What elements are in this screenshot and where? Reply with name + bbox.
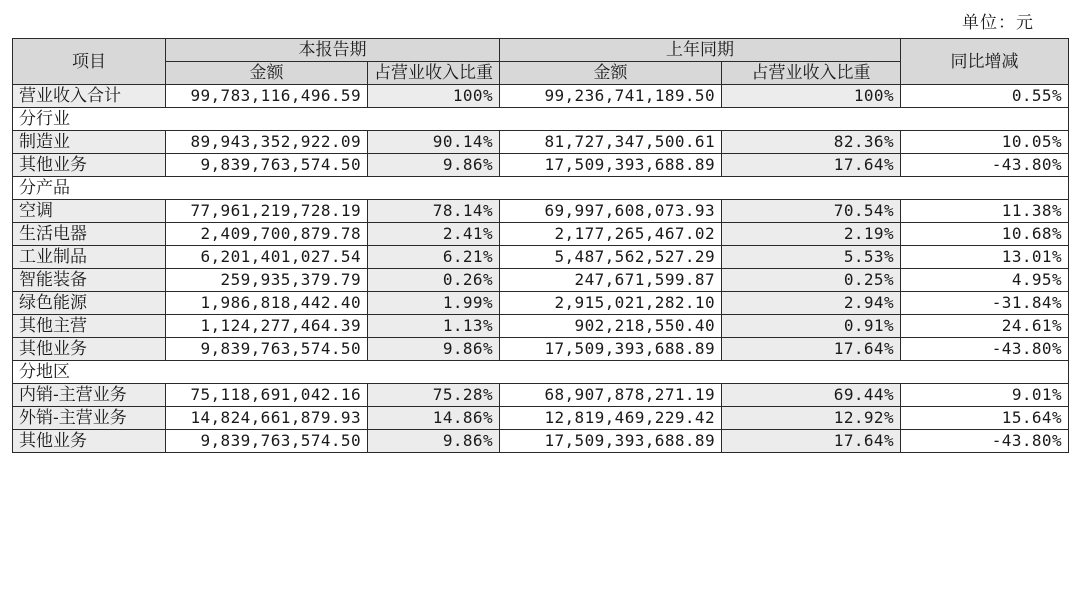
current-share-cell: 9.86% [368, 430, 500, 453]
table-row [13, 131, 1069, 154]
prior-share-cell: 0.91% [722, 315, 901, 338]
current-share-cell: 75.28% [368, 384, 500, 407]
header-current-amount: 金额 [166, 62, 368, 85]
prior-amount-cell: 17,509,393,688.89 [500, 154, 722, 177]
current-amount-cell: 6,201,401,027.54 [166, 246, 368, 269]
yoy-cell: 4.95% [901, 269, 1069, 292]
header-item: 项目 [13, 39, 166, 85]
table-row [13, 154, 1069, 177]
current-share-cell: 9.86% [368, 154, 500, 177]
unit-label: 单位：元 [962, 13, 1034, 33]
current-amount-cell: 9,839,763,574.50 [166, 338, 368, 361]
row-label: 生活电器 [13, 223, 166, 246]
prior-amount-cell: 5,487,562,527.29 [500, 246, 722, 269]
prior-amount-cell: 81,727,347,500.61 [500, 131, 722, 154]
current-amount-cell: 14,824,661,879.93 [166, 407, 368, 430]
yoy-cell: 13.01% [901, 246, 1069, 269]
row-label: 绿色能源 [13, 292, 166, 315]
yoy-cell: -31.84% [901, 292, 1069, 315]
row-label: 空调 [13, 200, 166, 223]
prior-amount-cell: 17,509,393,688.89 [500, 338, 722, 361]
prior-share-cell: 0.25% [722, 269, 901, 292]
table-row [13, 315, 1069, 338]
prior-amount-cell: 2,177,265,467.02 [500, 223, 722, 246]
prior-share-cell: 82.36% [722, 131, 901, 154]
header-prior-share: 占营业收入比重 [722, 62, 901, 85]
table-row [13, 246, 1069, 269]
table-row [13, 430, 1069, 453]
table-row [13, 384, 1069, 407]
prior-amount-cell: 902,218,550.40 [500, 315, 722, 338]
current-share-cell: 9.86% [368, 338, 500, 361]
section-title: 分地区 [13, 361, 1069, 384]
section-row [13, 361, 1069, 384]
current-amount-cell: 75,118,691,042.16 [166, 384, 368, 407]
prior-amount-cell: 247,671,599.87 [500, 269, 722, 292]
current-share-cell: 1.99% [368, 292, 500, 315]
current-amount-cell: 77,961,219,728.19 [166, 200, 368, 223]
row-label: 营业收入合计 [13, 85, 166, 108]
prior-share-cell: 70.54% [722, 200, 901, 223]
current-amount-cell: 9,839,763,574.50 [166, 430, 368, 453]
row-label: 其他主营 [13, 315, 166, 338]
table-header [13, 39, 1069, 85]
table-row [13, 269, 1069, 292]
current-amount-cell: 99,783,116,496.59 [166, 85, 368, 108]
yoy-cell: 24.61% [901, 315, 1069, 338]
row-label: 外销-主营业务 [13, 407, 166, 430]
row-label: 制造业 [13, 131, 166, 154]
table-row [13, 338, 1069, 361]
section-row [13, 177, 1069, 200]
current-share-cell: 90.14% [368, 131, 500, 154]
prior-share-cell: 100% [722, 85, 901, 108]
current-amount-cell: 259,935,379.79 [166, 269, 368, 292]
table-row [13, 292, 1069, 315]
prior-amount-cell: 2,915,021,282.10 [500, 292, 722, 315]
current-amount-cell: 2,409,700,879.78 [166, 223, 368, 246]
header-current-share: 占营业收入比重 [368, 62, 500, 85]
yoy-cell: 10.68% [901, 223, 1069, 246]
yoy-cell: 9.01% [901, 384, 1069, 407]
header-prior-amount: 金额 [500, 62, 722, 85]
yoy-cell: 10.05% [901, 131, 1069, 154]
revenue-table [12, 38, 1069, 453]
yoy-cell: -43.80% [901, 430, 1069, 453]
prior-share-cell: 17.64% [722, 154, 901, 177]
prior-amount-cell: 12,819,469,229.42 [500, 407, 722, 430]
prior-share-cell: 17.64% [722, 338, 901, 361]
table-row-total [13, 85, 1069, 108]
yoy-cell: 15.64% [901, 407, 1069, 430]
row-label: 工业制品 [13, 246, 166, 269]
row-label: 其他业务 [13, 154, 166, 177]
current-amount-cell: 9,839,763,574.50 [166, 154, 368, 177]
prior-amount-cell: 68,907,878,271.19 [500, 384, 722, 407]
prior-share-cell: 2.19% [722, 223, 901, 246]
prior-amount-cell: 17,509,393,688.89 [500, 430, 722, 453]
current-share-cell: 14.86% [368, 407, 500, 430]
yoy-cell: 0.55% [901, 85, 1069, 108]
yoy-cell: -43.80% [901, 154, 1069, 177]
prior-amount-cell: 99,236,741,189.50 [500, 85, 722, 108]
section-title: 分行业 [13, 108, 1069, 131]
section-row [13, 108, 1069, 131]
row-label: 内销-主营业务 [13, 384, 166, 407]
current-share-cell: 78.14% [368, 200, 500, 223]
header-prior-period: 上年同期 [500, 39, 901, 62]
table-body [13, 85, 1069, 453]
current-share-cell: 100% [368, 85, 500, 108]
yoy-cell: 11.38% [901, 200, 1069, 223]
header-current-period: 本报告期 [166, 39, 500, 62]
prior-amount-cell: 69,997,608,073.93 [500, 200, 722, 223]
row-label: 其他业务 [13, 338, 166, 361]
table-row [13, 223, 1069, 246]
prior-share-cell: 17.64% [722, 430, 901, 453]
current-amount-cell: 89,943,352,922.09 [166, 131, 368, 154]
section-title: 分产品 [13, 177, 1069, 200]
row-label: 智能装备 [13, 269, 166, 292]
prior-share-cell: 69.44% [722, 384, 901, 407]
current-share-cell: 2.41% [368, 223, 500, 246]
table-row [13, 407, 1069, 430]
current-amount-cell: 1,986,818,442.40 [166, 292, 368, 315]
prior-share-cell: 12.92% [722, 407, 901, 430]
current-share-cell: 6.21% [368, 246, 500, 269]
table-row [13, 200, 1069, 223]
row-label: 其他业务 [13, 430, 166, 453]
prior-share-cell: 2.94% [722, 292, 901, 315]
current-share-cell: 0.26% [368, 269, 500, 292]
yoy-cell: -43.80% [901, 338, 1069, 361]
current-amount-cell: 1,124,277,464.39 [166, 315, 368, 338]
header-yoy: 同比增减 [901, 39, 1069, 85]
current-share-cell: 1.13% [368, 315, 500, 338]
prior-share-cell: 5.53% [722, 246, 901, 269]
